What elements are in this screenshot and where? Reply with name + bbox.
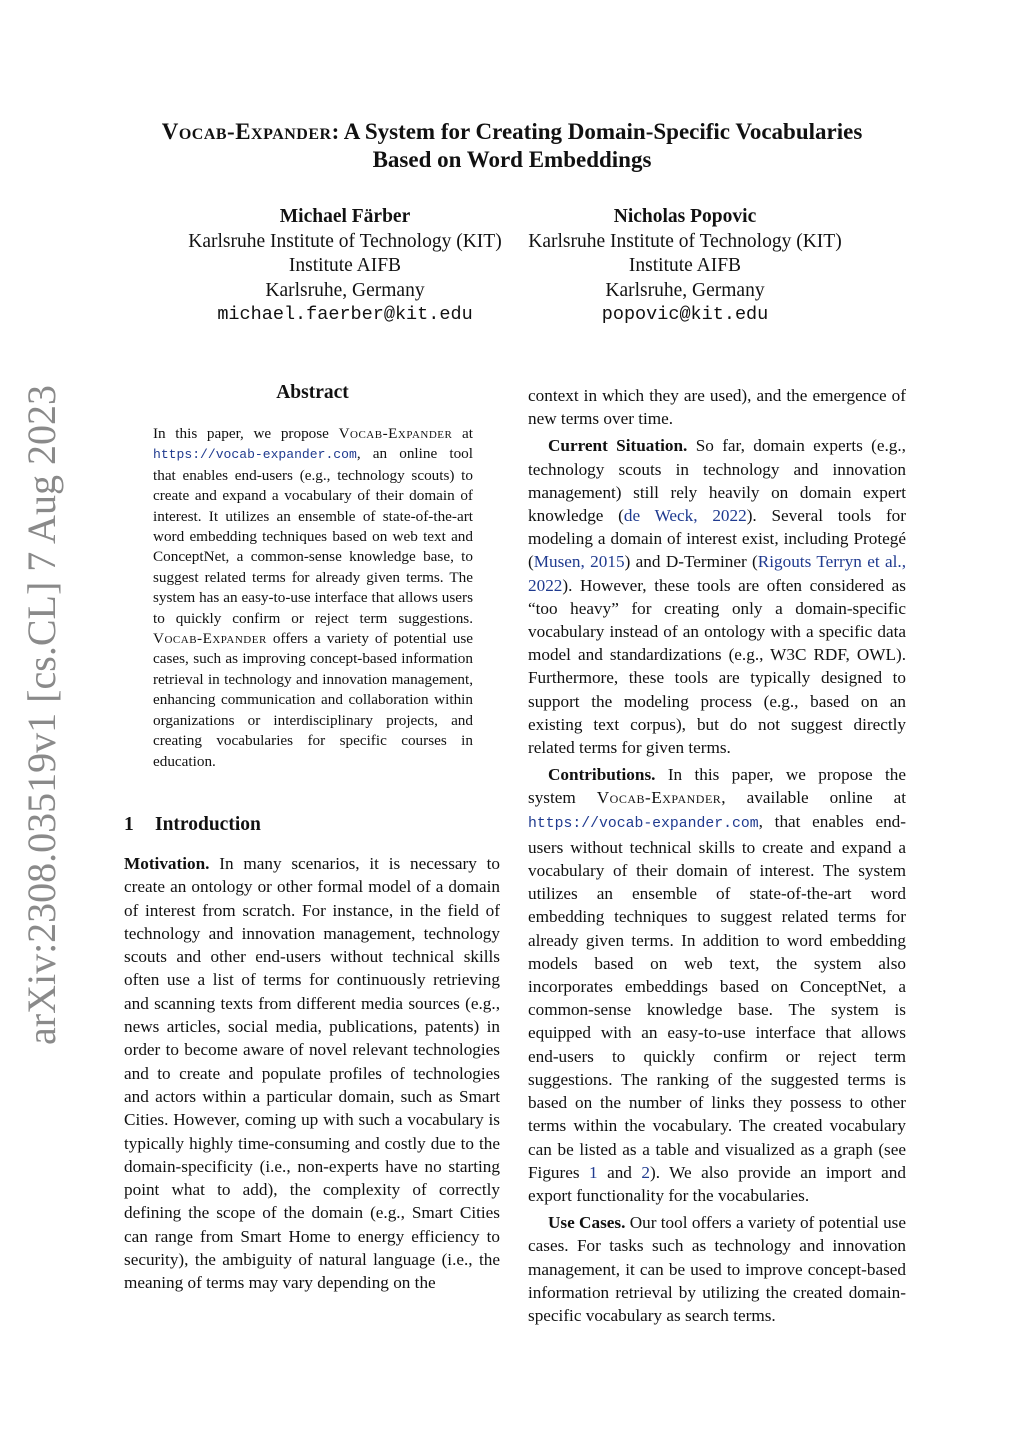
arxiv-identifier: arXiv:2308.03519v1 [cs.CL] 7 Aug 2023 — [19, 385, 64, 1045]
system-name: Vocab-Expander — [153, 630, 267, 648]
abstract-text: , an online tool that enables end-users (e.g., technology scouts) to create and expand a vocabulary of their domain of interest. It utilizes an ensemble of state-of-the-art word embedding techniques based on web text and ConceptNet, a common-sense knowledge base, to suggest related terms for already given terms. The system has an easy-to-use interface that allows users to quickly confirm or reject term suggestions. — [153, 445, 473, 627]
section-number: 1 — [124, 814, 134, 835]
paragraph-continued: context in which they are used), and the emergence of new terms over time. — [528, 386, 906, 429]
citation-link[interactable]: de Weck, 2022 — [623, 506, 747, 526]
author-email[interactable]: popovic@kit.edu — [601, 304, 769, 325]
run-in-heading: Use Cases. — [548, 1213, 626, 1233]
paragraph-text: , available online at — [721, 788, 906, 808]
author-location: Karlsruhe, Germany — [605, 279, 765, 301]
author-email[interactable]: michael.faerber@kit.edu — [217, 304, 473, 325]
figure-ref-link[interactable]: 1 — [589, 1162, 598, 1182]
paragraph-text: In many scenarios, it is necessary to create an ontology or other formal model of a domain of interest from scratch. For instance, in the field of technology and innovation management, technology scouts and other end-users without technical skills often use a list of terms for continuously retrieving and scanning texts from different media sources (e.g., news articles, social media, publications, patents) in order to become aware of novel relevant technologies and to create and populate profiles of technologies and actors within a particular domain, such as Smart Cities. However, coming up with such a vocabulary is typically highly time-consuming and costly due to the domain-specificity (i.e., non-experts have no starting point what to add), the complexity of correctly defining the scope of the domain (e.g., Smart Cities can range from Smart Home to energy efficiency to security), the ambiguity of natural language (i.e., the meaning of terms may vary depending on the — [124, 854, 500, 1293]
title-line-2: Based on Word Embeddings — [372, 147, 652, 172]
author-location: Karlsruhe, Germany — [265, 279, 425, 301]
paragraph-current-situation — [528, 434, 906, 759]
citation-link[interactable]: Rigouts Terryn et al., 2022 — [528, 552, 906, 595]
website-link[interactable]: https://vocab-expander.com — [153, 447, 357, 463]
paragraph-text: Our tool offers a variety of potential use cases. For tasks such as technology and innovation management, it can be used to improve concept-based information retrieval by utilizing the created domain-specific vocabulary as search terms. — [528, 1213, 906, 1325]
author-name: Michael Färber — [279, 206, 411, 227]
paragraph-motivation — [124, 852, 500, 1295]
run-in-heading: Contributions. — [548, 765, 656, 785]
author-block-2 — [515, 205, 855, 328]
abstract-text: offers a variety of potential use cases, such as improving concept-based information retrieval in technology and innovation management, enhancing communication and collaboration within organizations or interdisciplinary projects, and creating vocabularies for specific courses in education. — [153, 630, 473, 770]
author-institute: Institute AIFB — [288, 255, 402, 276]
paragraph-text: ). We also provide an import and export functionality for the vocabularies. — [528, 1162, 906, 1205]
system-name: Vocab-Expander — [338, 425, 453, 442]
paragraph-use-cases — [528, 1211, 906, 1327]
author-affiliation: Karlsruhe Institute of Technology (KIT) — [528, 230, 842, 252]
author-name: Nicholas Popovic — [613, 206, 757, 227]
author-block-1 — [170, 205, 520, 328]
paragraph-text: So far, domain experts (e.g., technology scouts in technology and innovation management) still rely heavily on domain expert knowledge ( — [528, 436, 906, 526]
right-column — [528, 384, 906, 1331]
paragraph-contributions — [528, 763, 906, 1207]
website-link[interactable]: https://vocab-expander.com — [528, 815, 759, 832]
author-affiliation: Karlsruhe Institute of Technology (KIT) — [188, 230, 502, 252]
citation-link[interactable]: Musen, 2015 — [533, 552, 625, 572]
abstract-text: In this paper, we propose — [153, 425, 339, 442]
section-heading-introduction — [124, 814, 504, 836]
paragraph-text: ). Several tools for modeling a domain of interest exist, including Protegé ( — [528, 506, 907, 572]
section-title: Introduction — [155, 814, 261, 835]
author-institute: Institute AIFB — [628, 255, 742, 276]
run-in-heading: Current Situation. — [548, 436, 688, 456]
paragraph-text: , that enables end-users without technical skills to create and expand a vocabulary of their domain of interest. The system utilizes an ensemble of state-of-the-art word embedding techniques to suggest related terms for already given terms. In addition to word embedding models based on web text, the system also incorporates embeddings based on ConceptNet, a common-sense knowledge base. The system is equipped with an easy-to-use interface that allows end-users to quickly confirm or reject term suggestions. The ranking of the suggested terms is based on the number of links they possess to other terms within the vocabulary. The created vocabulary can be listed as a table and visualized as a graph (see Figures — [528, 811, 906, 1182]
run-in-heading: Motivation. — [124, 854, 210, 873]
title-line-1: : A System for Creating Domain-Specific Vocabularies — [331, 119, 863, 144]
system-name: Vocab-Expander — [596, 788, 722, 808]
paragraph-text: In this paper, we propose the system — [528, 765, 906, 808]
abstract-body — [153, 424, 473, 772]
paragraph-text: and — [597, 1162, 642, 1182]
title-system-name: Vocab-Expander — [161, 119, 332, 144]
figure-ref-link[interactable]: 2 — [641, 1162, 650, 1182]
paper-title — [90, 118, 934, 174]
abstract-text: at — [452, 425, 473, 442]
paragraph-text: ) and D-Terminer ( — [624, 552, 758, 572]
paragraph-text: ). However, these tools are often considered as “too heavy” for creating only a domain-specific vocabulary instead of an ontology with a specific data model and standardizations (e.g., W3C RDF, OWL). Furthermore, these tools are typically designed to support the modeling process (e.g., based on an existing text corpus), but do not suggest directly related terms for given terms. — [528, 575, 906, 758]
abstract-heading: Abstract — [276, 382, 349, 403]
